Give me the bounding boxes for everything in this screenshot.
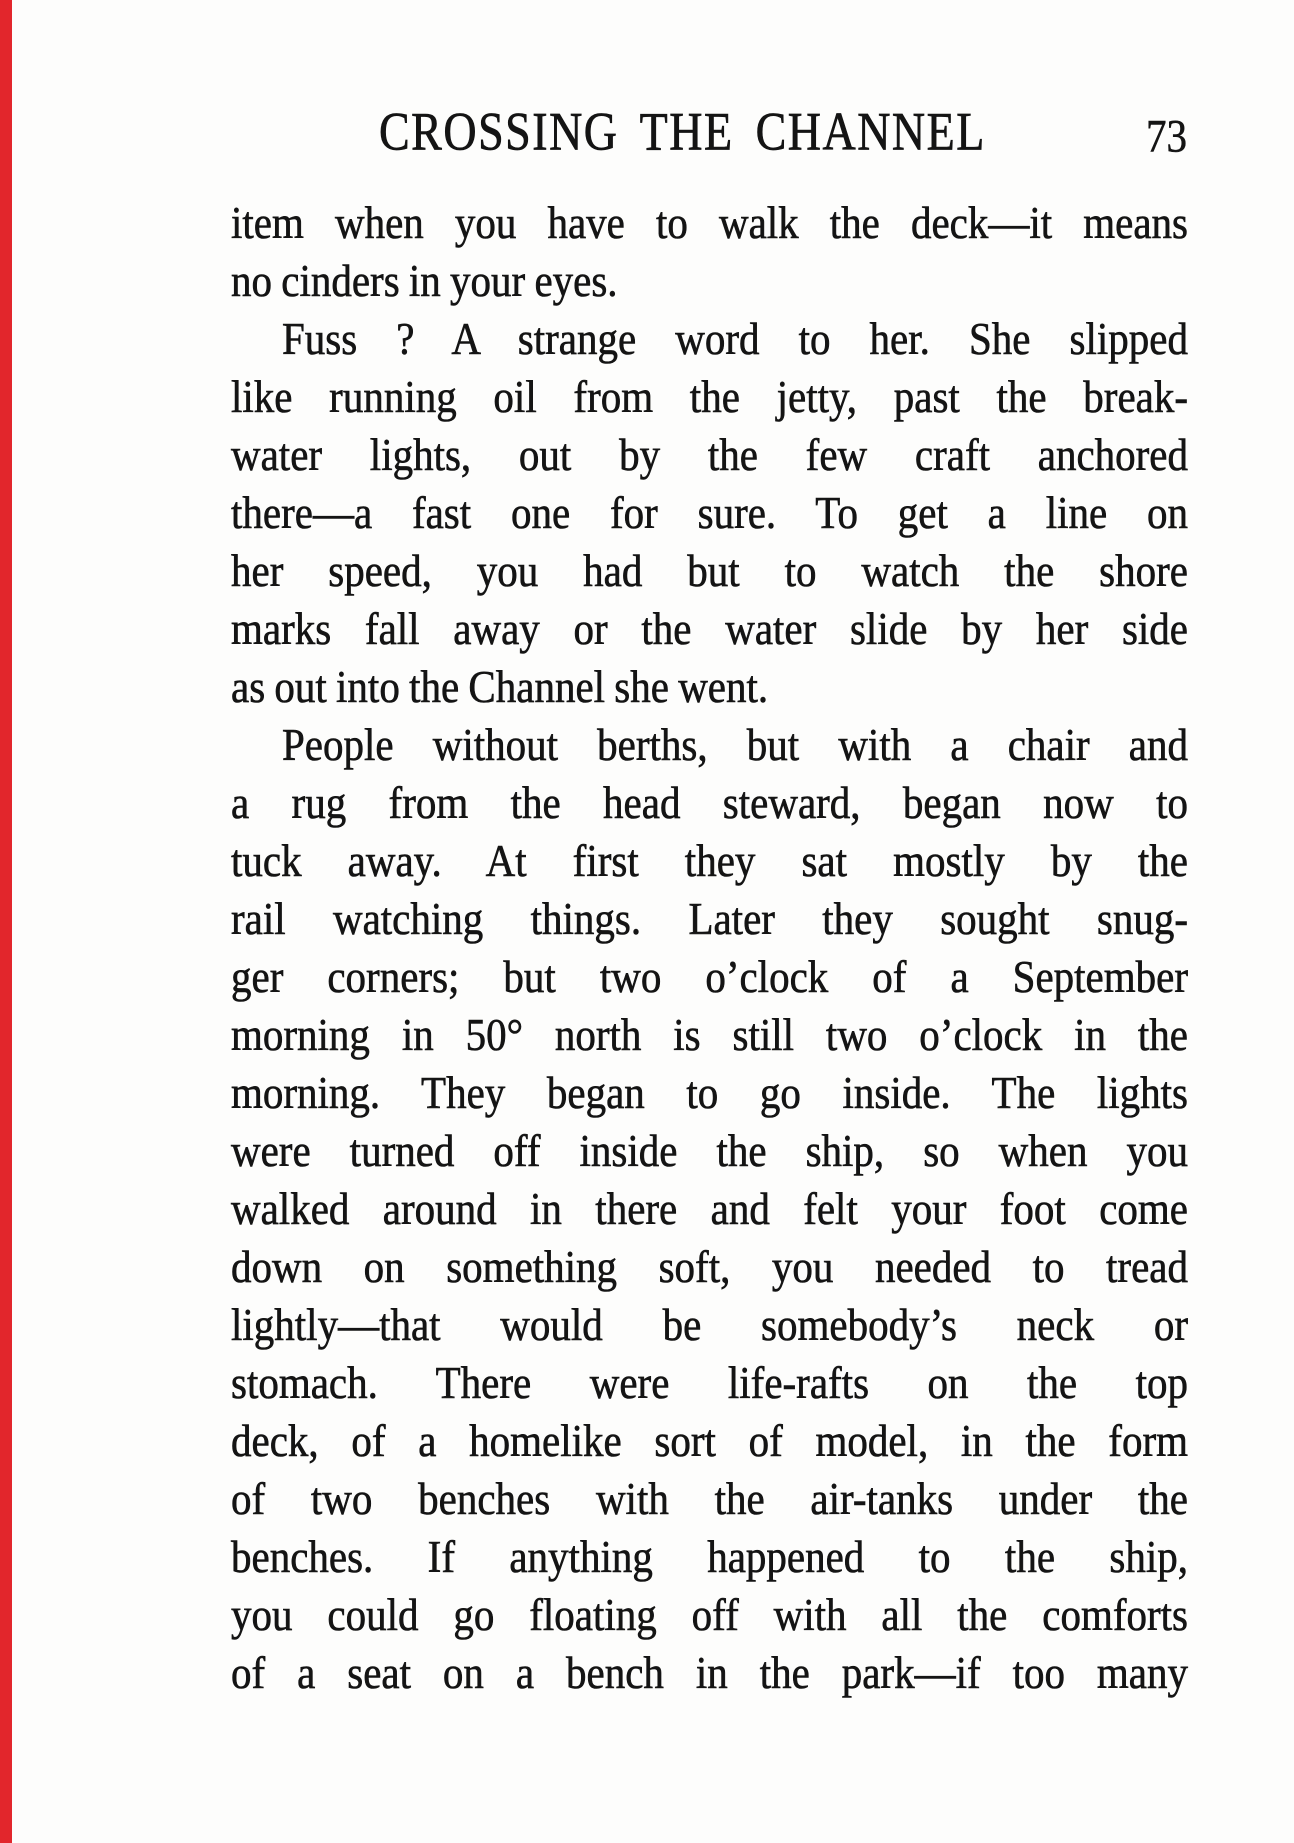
text-line: morning in 50° north is still two o’clock in the	[231, 1008, 1188, 1061]
text-line: stomach. There were life-rafts on the top	[231, 1356, 1188, 1409]
page-title: CROSSING THE CHANNEL	[379, 101, 986, 162]
text-line: morning. They began to go inside. The lights	[231, 1066, 1188, 1119]
text-line: of a seat on a bench in the park—if too many	[231, 1646, 1188, 1699]
text-line: a rug from the head steward, began now to	[231, 776, 1188, 829]
text-line: you could go floating off with all the comforts	[231, 1588, 1188, 1641]
text-line: tuck away. At first they sat mostly by the	[231, 834, 1188, 887]
text-line: there—a fast one for sure. To get a line on	[231, 486, 1188, 539]
text-line: like running oil from the jetty, past the break-	[231, 370, 1188, 423]
text-line: as out into the Channel she went.	[231, 660, 769, 713]
text-line: marks fall away or the water slide by her side	[231, 602, 1188, 655]
text-line: lightly—that would be somebody’s neck or	[231, 1298, 1188, 1351]
text-line: item when you have to walk the deck—it means	[231, 196, 1188, 249]
text-line: water lights, out by the few craft anchored	[231, 428, 1188, 481]
text-line: no cinders in your eyes.	[231, 254, 618, 307]
text-line: of two benches with the air-tanks under the	[231, 1472, 1188, 1525]
text-line: down on something soft, you needed to tread	[231, 1240, 1188, 1293]
text-line: Fuss ? A strange word to her. She slipped	[282, 312, 1188, 365]
text-line: benches. If anything happened to the ship,	[231, 1530, 1188, 1583]
text-line: rail watching things. Later they sought snug-	[231, 892, 1188, 945]
body-text	[231, 190, 1188, 1698]
text-line: ger corners; but two o’clock of a September	[231, 950, 1188, 1003]
text-line: her speed, you had but to watch the shore	[231, 544, 1188, 597]
text-line: People without berths, but with a chair and	[282, 718, 1188, 771]
text-line: walked around in there and felt your foot come	[231, 1182, 1188, 1235]
page-number: 73	[1146, 109, 1187, 162]
scan-edge-stripe	[0, 0, 12, 1843]
text-line: were turned off inside the ship, so when you	[231, 1124, 1188, 1177]
text-line: deck, of a homelike sort of model, in the form	[231, 1414, 1188, 1467]
